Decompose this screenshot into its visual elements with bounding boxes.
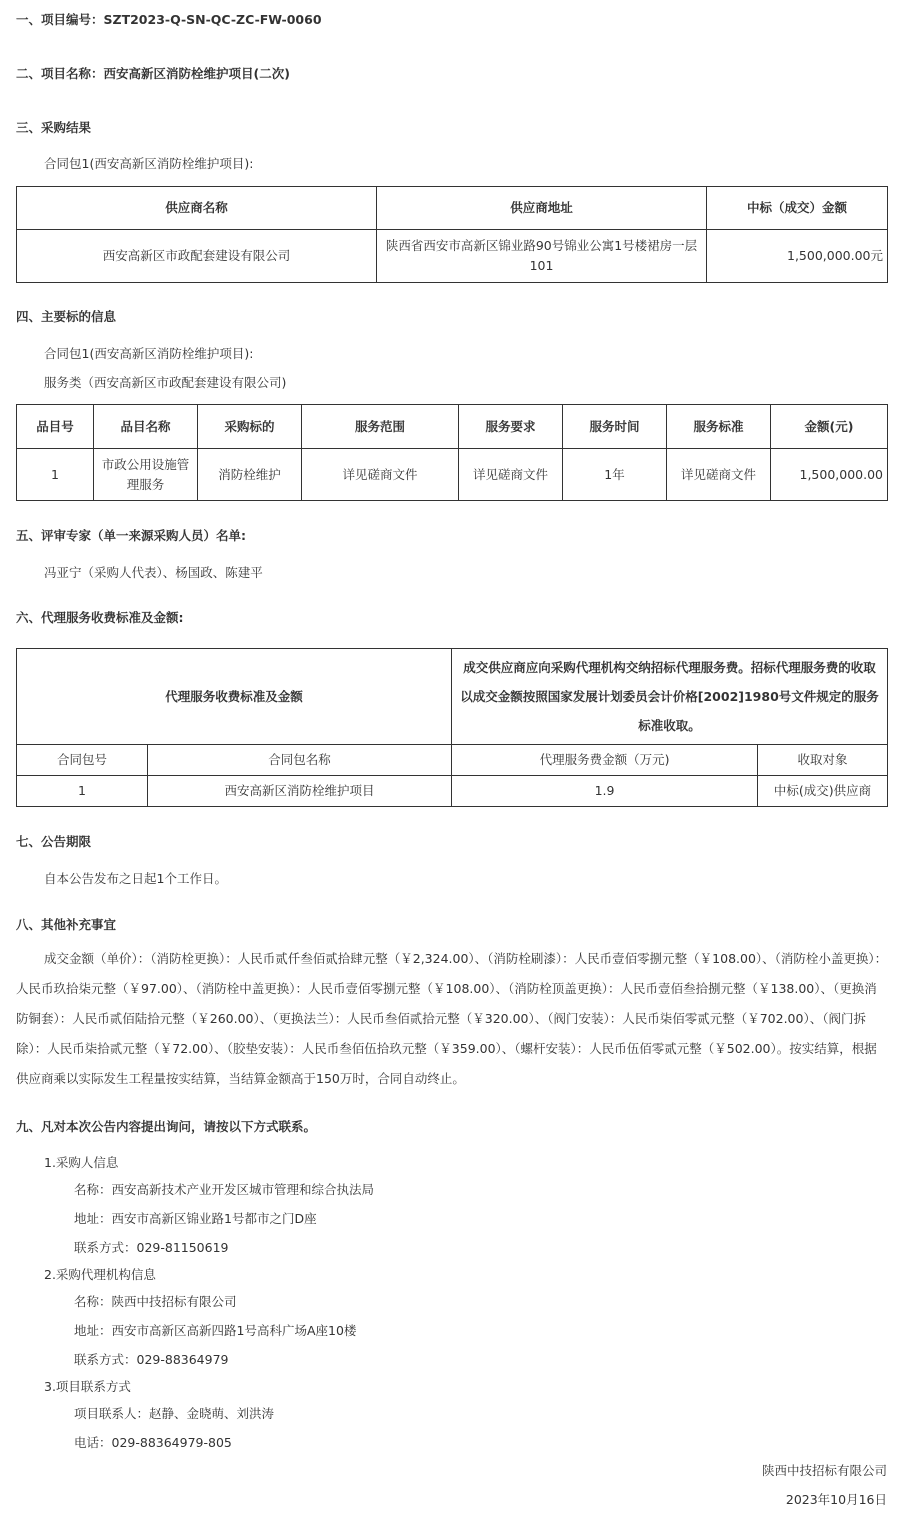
agency-address: 地址：西安市高新区高新四路1号高科广场A座10楼 [74, 1323, 357, 1338]
contract-package-label: 合同包1(西安高新区消防栓维护项目): [44, 346, 254, 361]
project-number-value: SZT2023-Q-SN-QC-ZC-FW-0060 [103, 12, 322, 27]
table-header: 品目号 [17, 405, 94, 449]
agency-info-title: 2.采购代理机构信息 [44, 1267, 156, 1282]
table-header: 服务要求 [459, 405, 563, 449]
table-cell: 市政公用设施管理服务 [94, 449, 198, 501]
table-header: 合同包号 [17, 745, 148, 776]
project-contact-people: 项目联系人：赵静、金晓萌、刘洪涛 [74, 1406, 275, 1421]
project-number-line [16, 10, 322, 28]
table-cell: 中标(成交)供应商 [758, 776, 888, 807]
contract-package-label: 合同包1(西安高新区消防栓维护项目): [44, 156, 254, 171]
supplier-address-cell: 陕西省西安市高新区锦业路90号锦业公寓1号楼裙房一层101 [377, 230, 707, 283]
table-cell: 详见磋商文件 [459, 449, 563, 501]
experts-list: 冯亚宁（采购人代表）、杨国政、陈建平 [44, 565, 263, 580]
table-header: 金额(元) [771, 405, 888, 449]
service-category-label: 服务类（西安高新区市政配套建设有限公司) [44, 375, 287, 390]
table-cell: 1,500,000.00 [771, 449, 888, 501]
supplier-name-cell: 西安高新区市政配套建设有限公司 [17, 230, 377, 283]
table-header: 供应商地址 [377, 187, 707, 230]
section-title-contact: 九、凡对本次公告内容提出询问，请按以下方式联系。 [16, 1119, 317, 1134]
section-title-procurement-result: 三、采购结果 [16, 120, 92, 135]
purchaser-contact: 联系方式：029-81150619 [74, 1240, 229, 1255]
agency-fee-table [16, 648, 888, 807]
table-cell: 详见磋商文件 [302, 449, 459, 501]
purchaser-address: 地址：西安市高新区锦业路1号都市之门D座 [74, 1211, 317, 1226]
footer-company: 陕西中技招标有限公司 [761, 1463, 887, 1478]
table-header: 品目名称 [94, 405, 198, 449]
table-header: 采购标的 [198, 405, 302, 449]
project-name-value: 西安高新区消防栓维护项目(二次) [103, 66, 290, 81]
table-header: 供应商名称 [17, 187, 377, 230]
table-header: 服务标准 [667, 405, 771, 449]
table-header: 收取对象 [758, 745, 888, 776]
fee-standard-label: 代理服务收费标准及金额 [17, 649, 452, 745]
project-name-label: 二、项目名称： [16, 66, 104, 81]
purchaser-name: 名称：西安高新技术产业开发区城市管理和综合执法局 [74, 1182, 375, 1197]
fee-standard-text: 成交供应商应向采购代理机构交纳招标代理服务费。招标代理服务费的收取以成交金额按照国家发展计划委员会计价格[2002]1980号文件规定的服务标准收取。 [452, 649, 888, 745]
table-header: 服务时间 [563, 405, 667, 449]
table-header: 服务范围 [302, 405, 459, 449]
table-cell: 1 [17, 449, 94, 501]
section-title-supplementary: 八、其他补充事宜 [16, 917, 117, 932]
table-cell: 消防栓维护 [198, 449, 302, 501]
unit-price-paragraph: 成交金额（单价）：（消防栓更换）：人民币贰仟叁佰贰拾肆元整（￥2,324.00）、（消防栓刷漆）：人民币壹佰零捌元整（￥108.00）、（消防栓小盖更换）：人民币玖拾柒元整（￥97.00）、（消防栓中盖更换）：人民币壹佰零捌元整（￥108.00）、（消防栓顶盖更换）：人民币壹佰叁拾捌元整（￥138.00）、（更换消防铜套）：人民币贰佰陆拾元整（￥260.00）、（更换法兰）：人民币叁佰贰拾元整（￥320.00）、（阀门安装）：人民币柒佰零贰元整（￥702.00）、（阀门拆除）：人民币柒拾贰元整（￥72.00）、（胶垫安装）：人民币叁佰伍拾玖元整（￥359.00）、（螺杆安装）：人民币伍佰零贰元整（￥502.00）。按实结算，根据供应商乘以实际发生工程量按实结算，当结算金额高于150万时，合同自动终止。 [16, 951, 888, 1086]
project-number-label: 一、项目编号： [16, 12, 104, 27]
table-cell: 西安高新区消防栓维护项目 [148, 776, 452, 807]
section-title-main-subject: 四、主要标的信息 [16, 309, 117, 324]
purchaser-info-title: 1.采购人信息 [44, 1155, 119, 1170]
table-cell: 1年 [563, 449, 667, 501]
section-title-notice-period: 七、公告期限 [16, 834, 92, 849]
section-title-agency-fee: 六、代理服务收费标准及金额: [16, 610, 184, 625]
section-title-experts: 五、评审专家（单一来源采购人员）名单: [16, 528, 246, 543]
supplier-result-table [16, 186, 888, 283]
notice-period-text: 自本公告发布之日起1个工作日。 [44, 871, 227, 886]
award-amount-cell: 1,500,000.00元 [707, 230, 888, 283]
table-header: 中标（成交）金额 [707, 187, 888, 230]
table-cell: 1.9 [452, 776, 758, 807]
table-cell: 详见磋商文件 [667, 449, 771, 501]
table-cell: 1 [17, 776, 148, 807]
footer-date: 2023年10月16日 [785, 1492, 887, 1507]
agency-name: 名称：陕西中技招标有限公司 [74, 1294, 237, 1309]
subject-info-table [16, 404, 888, 501]
project-contact-title: 3.项目联系方式 [44, 1379, 131, 1394]
project-contact-phone: 电话：029-88364979-805 [74, 1435, 232, 1450]
agency-contact: 联系方式：029-88364979 [74, 1352, 229, 1367]
project-name-line [16, 64, 290, 82]
table-header: 代理服务费金额（万元) [452, 745, 758, 776]
table-header: 合同包名称 [148, 745, 452, 776]
